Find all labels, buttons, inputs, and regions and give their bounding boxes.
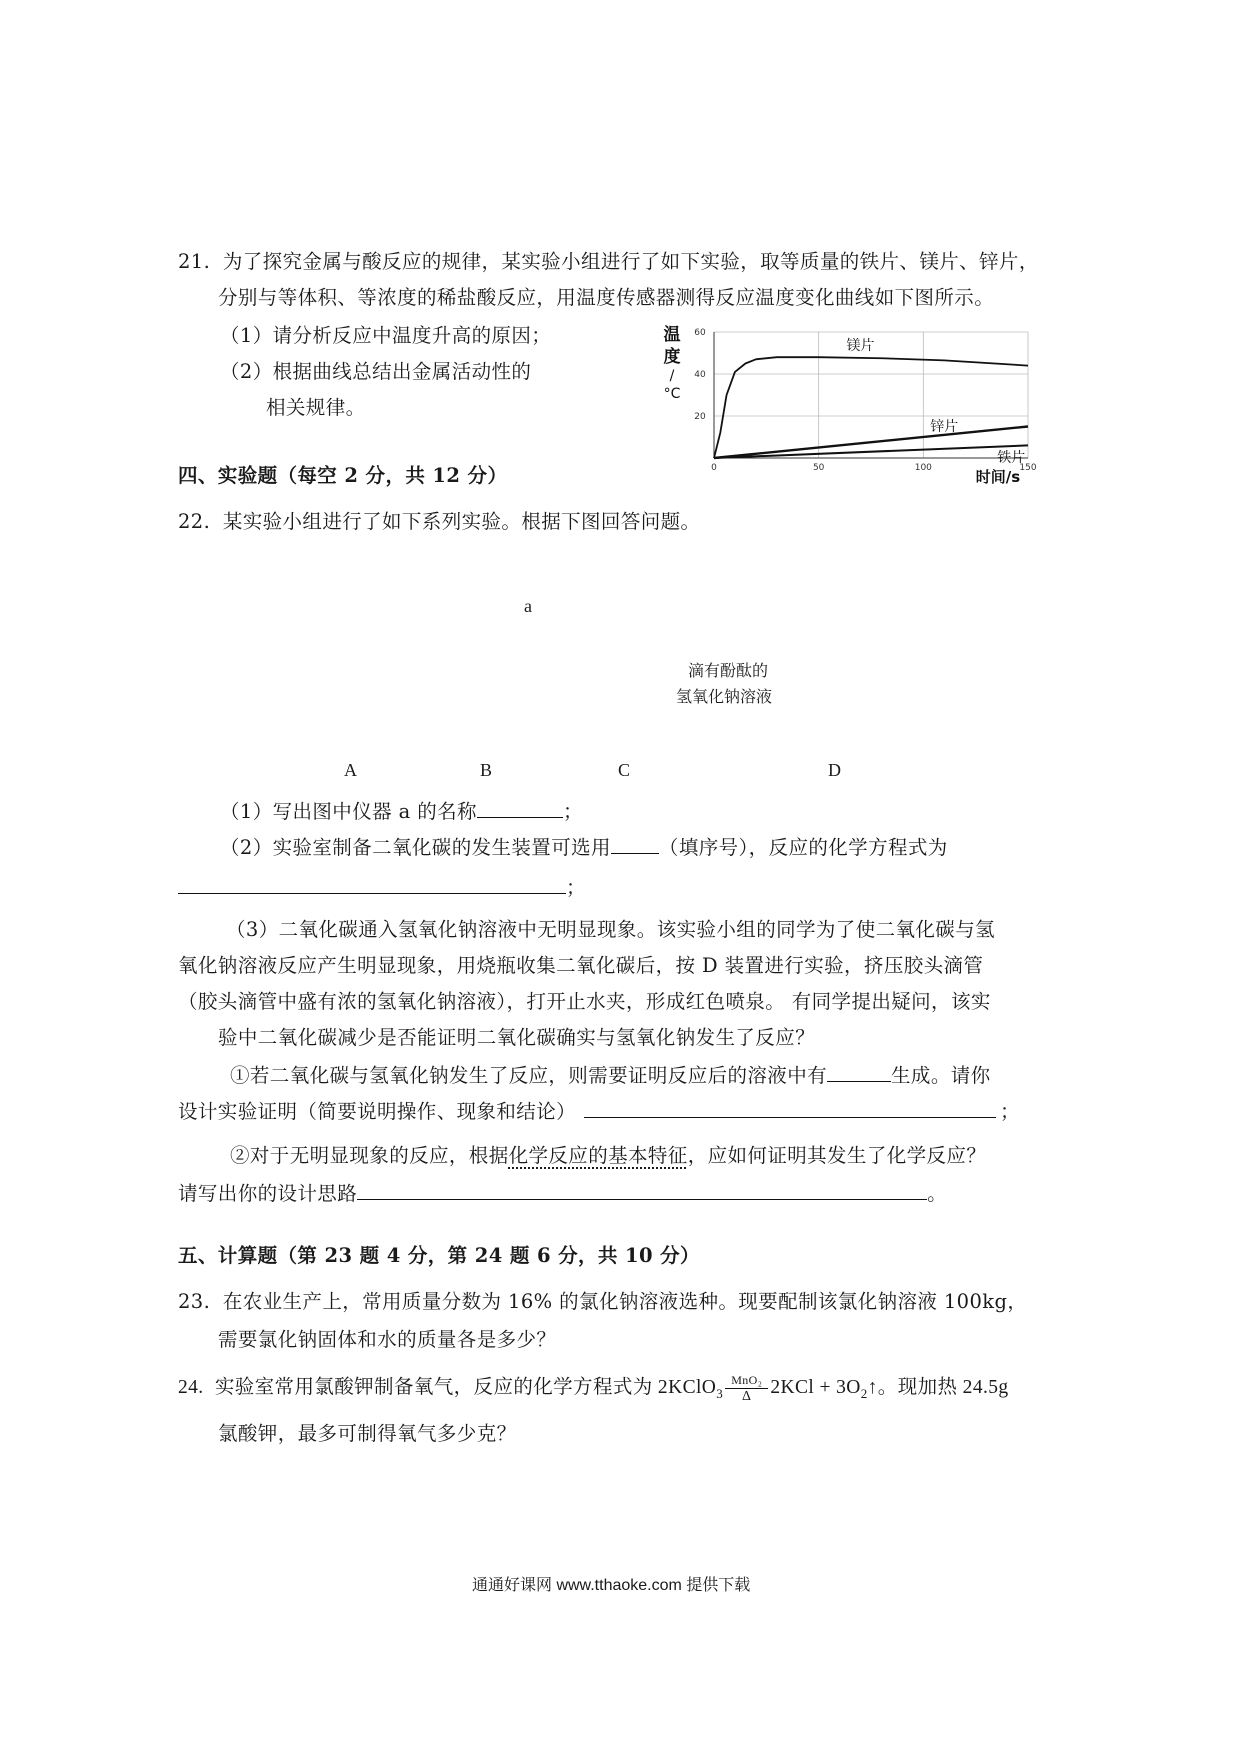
- q22-c1-line1: [230, 1062, 991, 1090]
- reaction-condition: [725, 1372, 768, 1405]
- series-line-3: [714, 445, 1028, 458]
- q24-post: ↑。现加热 24.5g: [867, 1376, 1009, 1398]
- y-axis-label-char: 温: [663, 325, 681, 345]
- q22-line: [178, 508, 700, 536]
- answer-blank-5[interactable]: [584, 1099, 996, 1118]
- q22-sub3-line4: 验中二氧化碳减少是否能证明二氧化碳确实与氢氧化钠发生了反应？: [218, 1026, 816, 1049]
- series-label-1: 镁片: [846, 338, 875, 355]
- q22-sub2-text: （2）实验室制备二氧化碳的发生装置可选用: [220, 836, 611, 859]
- answer-blank-3[interactable]: [178, 875, 566, 894]
- series-label-2: 锌片: [930, 419, 959, 435]
- q23-number: 23.: [178, 1290, 211, 1313]
- series-label-3: 铁片: [997, 450, 1026, 467]
- q22-c2-text-b: ，应如何证明其发生了化学反应？: [687, 1144, 987, 1167]
- answer-blank-6[interactable]: [357, 1181, 927, 1200]
- chart-text: [664, 325, 1037, 486]
- y-axis-label-char: 度: [663, 347, 681, 367]
- answer-blank-4[interactable]: [827, 1063, 891, 1082]
- q22-c2-end: 。: [927, 1182, 948, 1205]
- q22-c1-text-b: 生成。请你: [891, 1064, 991, 1087]
- q22-c1-text: ①若二氧化碳与氢氧化钠发生了反应，则需要证明反应后的溶液中有: [230, 1064, 828, 1087]
- section5-title: 五、计算题（第 23 题 4 分，第 24 题 6 分，共 10 分）: [178, 1244, 700, 1267]
- y-axis-label-char: /: [669, 368, 675, 384]
- figure-label-D: D: [828, 760, 841, 780]
- q22-sub3-line3: （胶头滴管中盛有浓的氢氧化钠溶液），打开止水夹，形成红色喷泉。 有同学提出疑问，该实: [178, 990, 991, 1013]
- catalyst-label: MnO₂: [725, 1372, 768, 1389]
- q24-text-2: 氯酸钾，最多可制得氧气多少克？: [218, 1422, 517, 1445]
- q22-sub2-text-b: （填序号），反应的化学方程式为: [658, 836, 948, 859]
- q22-number: 22.: [178, 510, 211, 533]
- answer-blank-1[interactable]: [477, 799, 563, 818]
- q23-text-2: 需要氯化钠固体和水的质量各是多少？: [218, 1328, 557, 1351]
- q22-sub2-end: ；: [566, 876, 586, 899]
- q22-c1-text-c: 设计实验证明（简要说明操作、现象和结论）: [178, 1100, 577, 1123]
- q22-intro: 某实验小组进行了如下系列实验。根据下图回答问题。: [222, 510, 701, 533]
- q22-sub1-end: ；: [562, 800, 583, 823]
- q21-number: 21.: [178, 250, 211, 273]
- q22-sub2-line2: [178, 874, 586, 902]
- q22-sub1: [220, 798, 583, 826]
- q22-sub3-line1: （3）二氧化碳通入氢氧化钠溶液中无明显现象。该实验小组的同学为了使二氧化碳与氢: [226, 918, 996, 941]
- footer-text: 通通好课网 www.tthaoke.com 提供下载: [472, 1577, 751, 1594]
- y-axis-label-char: °C: [663, 386, 681, 402]
- q24-sub3: 3: [716, 1385, 724, 1401]
- figure-label-C: C: [618, 760, 631, 780]
- chart-series: [714, 357, 1028, 458]
- x-tick-label: 50: [812, 463, 825, 473]
- q22-c1-end: ；: [1000, 1100, 1020, 1123]
- q22-c2-line1: [230, 1142, 986, 1170]
- q24-number: 24.: [178, 1376, 204, 1398]
- y-tick-label: 60: [694, 328, 706, 338]
- q23-text-1: 在农业生产上，常用质量分数为 16% 的氯化钠溶液选种。现要配制该氯化钠溶液 100kg，: [222, 1290, 1028, 1313]
- q22-c2-text-c: 请写出你的设计思路: [178, 1182, 358, 1205]
- q22-sub1-text: （1）写出图中仪器 a 的名称: [220, 800, 477, 823]
- figure-note-line2: 氢氧化钠溶液: [676, 687, 773, 706]
- q21-sub1: （1）请分析反应中温度升高的原因；: [220, 324, 552, 347]
- q21-text-1: 为了探究金属与酸反应的规律，某实验小组进行了如下实验，取等质量的铁片、镁片、锌片，: [222, 250, 1039, 273]
- q24-sub2: 2: [860, 1385, 868, 1401]
- q22-c2-text: ②对于无明显现象的反应，根据: [230, 1144, 509, 1167]
- section4-title: 四、实验题（每空 2 分，共 12 分）: [178, 464, 508, 487]
- temperature-chart: [660, 318, 1060, 488]
- q22-sub3-line2: 氧化钠溶液反应产生明显现象，用烧瓶收集二氧化碳后，按 D 装置进行实验，挤压胶头滴管: [178, 954, 984, 977]
- figure-label-a: a: [524, 596, 532, 616]
- q24-line1: [178, 1372, 1009, 1408]
- x-axis-label: 时间/s: [975, 468, 1021, 486]
- y-tick-label: 40: [694, 370, 706, 380]
- heat-symbol: Δ: [742, 1389, 752, 1404]
- series-line-2: [714, 427, 1028, 459]
- q24-mid: 2KCl + 3O: [770, 1376, 861, 1398]
- figure-label-A: A: [344, 760, 357, 780]
- q21-line1: [178, 248, 1039, 276]
- x-tick-label: 150: [1019, 463, 1037, 473]
- q22-sub2: [220, 834, 948, 862]
- y-tick-label: 20: [694, 412, 706, 422]
- q23-line1: [178, 1288, 1027, 1316]
- q22-c2-line2: [178, 1180, 947, 1208]
- q21-text-2: 分别与等体积、等浓度的稀盐酸反应，用温度传感器测得反应温度变化曲线如下图所示。: [218, 286, 995, 309]
- q24-pre: 实验室常用氯酸钾制备氧气，反应的化学方程式为 2KClO: [214, 1376, 717, 1398]
- q22-c2-emphasis: 化学反应的基本特征: [508, 1144, 688, 1167]
- figure-label-B: B: [480, 760, 493, 780]
- x-tick-label: 0: [711, 463, 717, 473]
- answer-blank-2[interactable]: [611, 835, 659, 854]
- q21-sub2: （2）根据曲线总结出金属活动性的: [220, 360, 532, 383]
- q21-sub2b: 相关规律。: [266, 396, 366, 419]
- figure-note-line1: 滴有酚酞的: [688, 661, 769, 680]
- q22-c1-line2: [178, 1098, 1020, 1126]
- x-tick-label: 100: [914, 463, 932, 473]
